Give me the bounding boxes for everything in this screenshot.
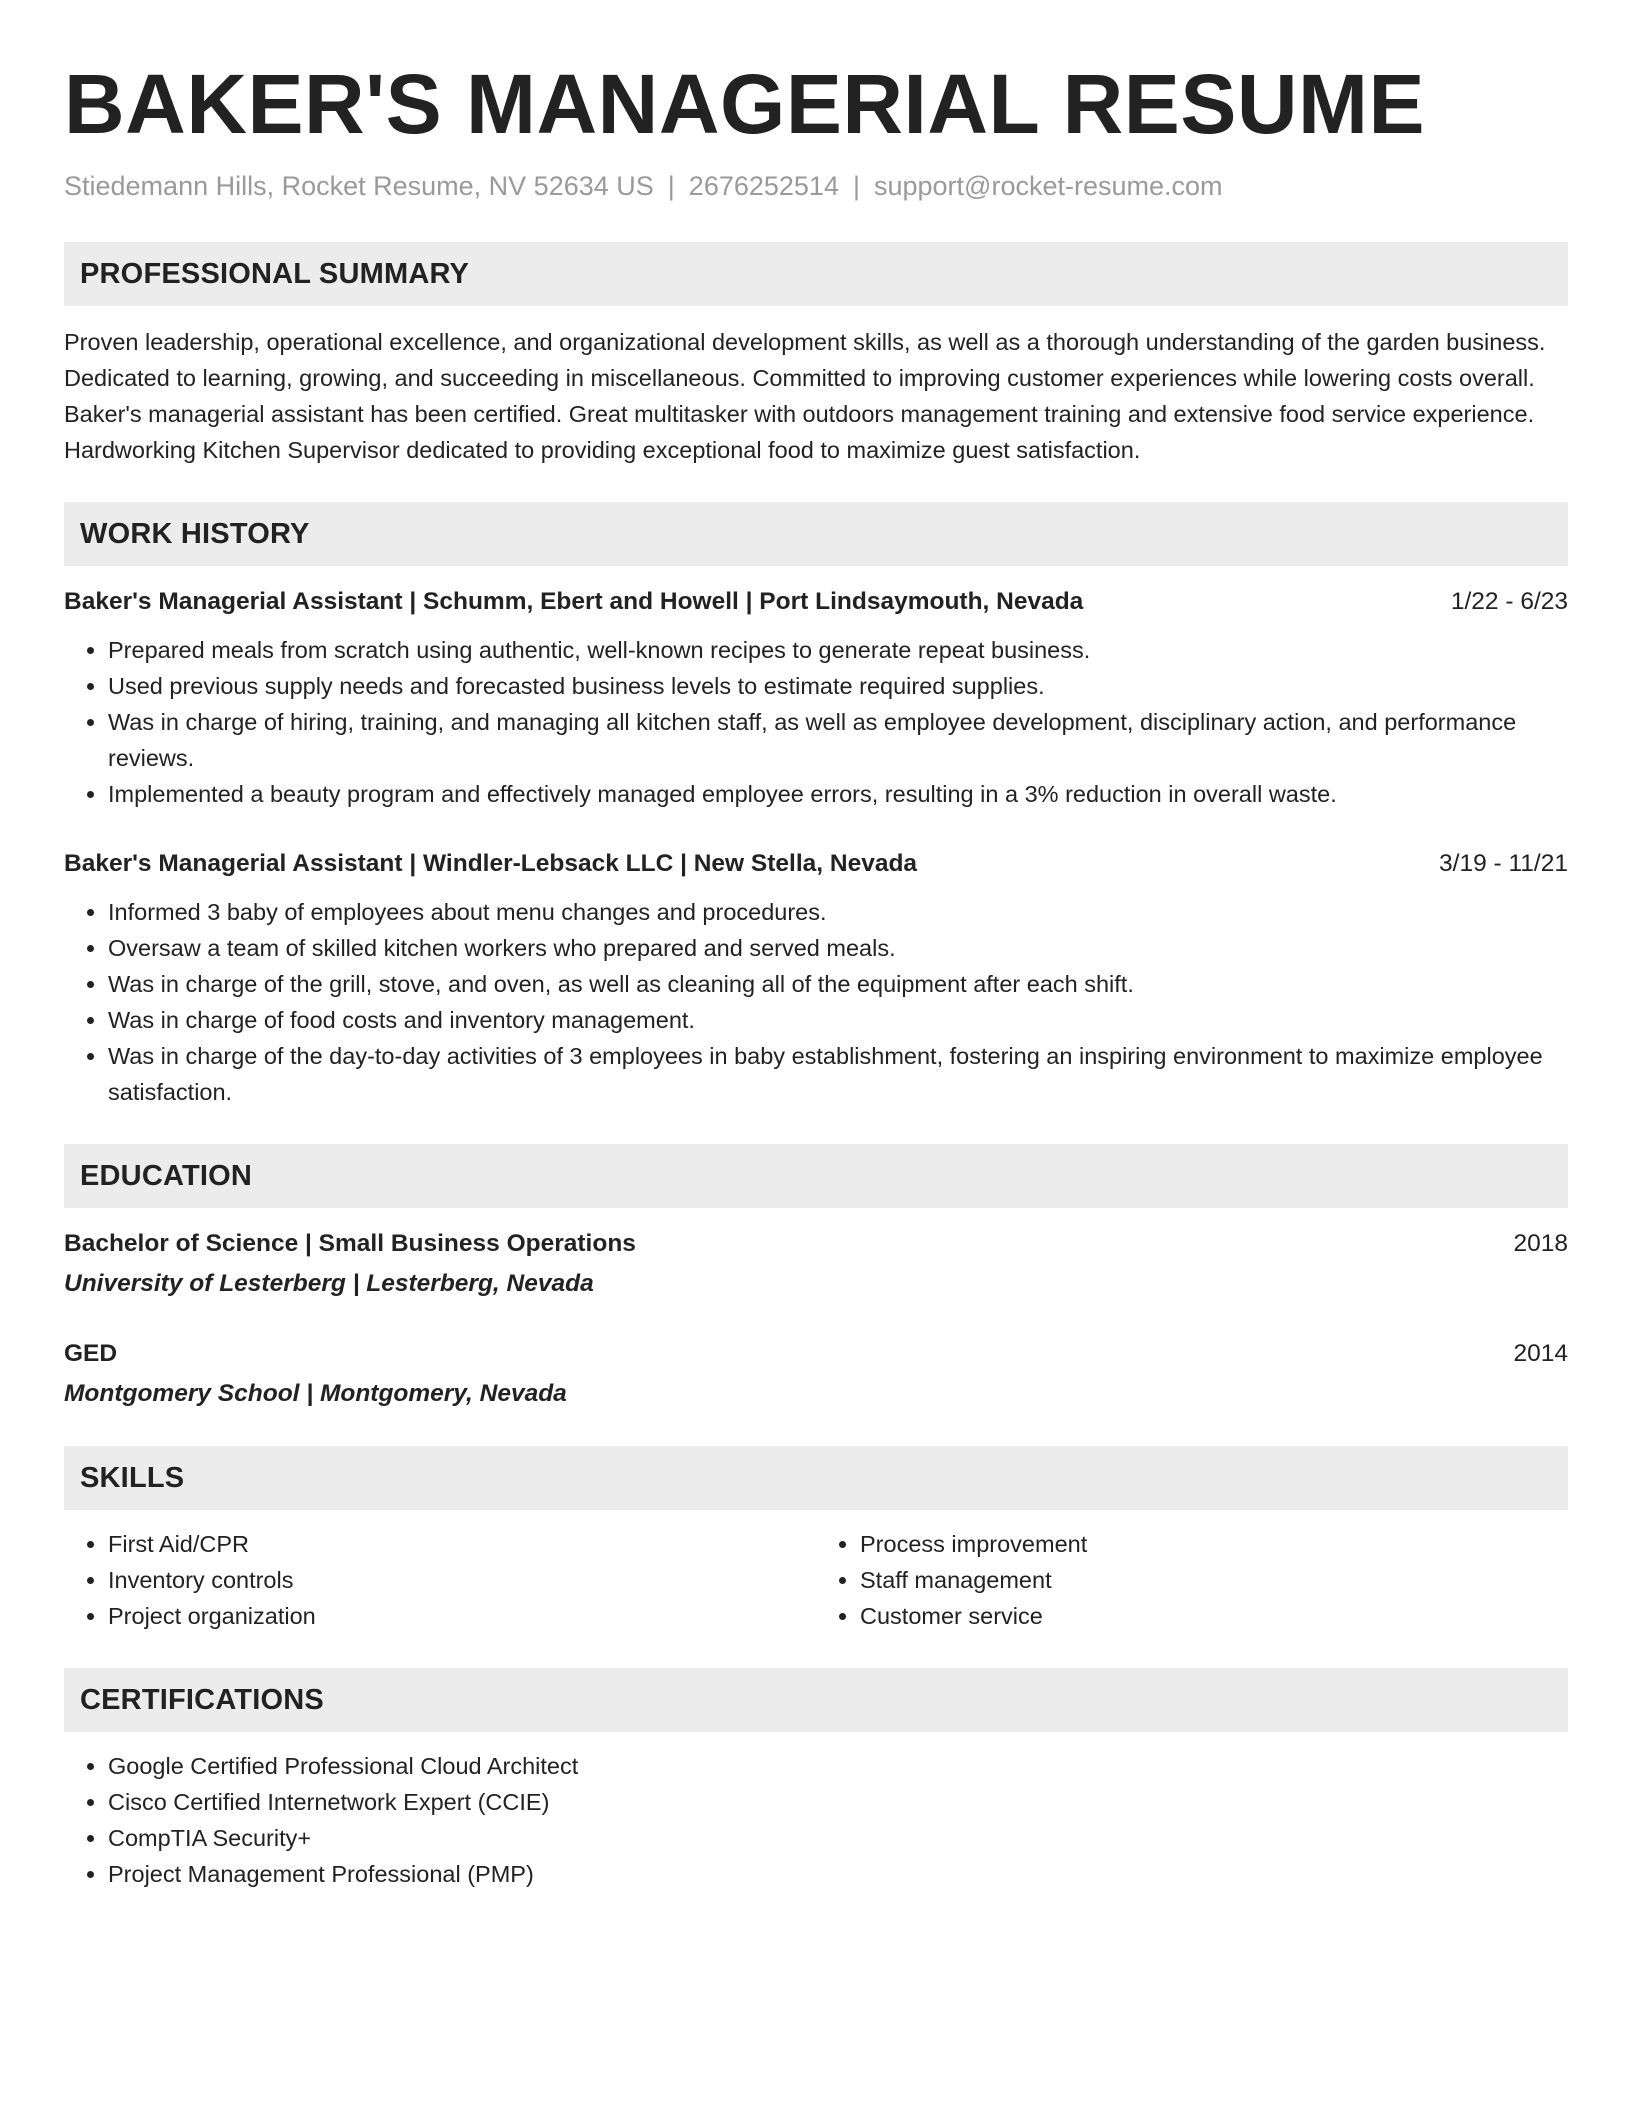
certifications-list (64, 1748, 1568, 1892)
list-item: • Was in charge of food costs and inventory management. (108, 1002, 1568, 1038)
resume-title: BAKER'S MANAGERIAL RESUME (64, 57, 1426, 151)
list-item: • Staff management (860, 1562, 1568, 1598)
skills-list-right (816, 1526, 1568, 1634)
list-item: • Was in charge of hiring, training, and managing all kitchen staff, as well as employee development, disciplinary action, and performance reviews. (108, 704, 1568, 776)
contact-separator: | (667, 171, 675, 201)
skills-section (64, 1446, 1568, 1634)
contact-email: support@rocket-resume.com (873, 171, 1223, 201)
list-item: • Used previous supply needs and forecasted business levels to estimate required supplies. (108, 668, 1568, 704)
list-item: • Google Certified Professional Cloud Architect (108, 1748, 1568, 1784)
list-item: • Was in charge of the day-to-day activities of 3 employees in baby establishment, fostering an inspiring environment to maximize employee satisfaction. (108, 1038, 1568, 1110)
job-dates: 1/22 - 6/23 (1450, 588, 1568, 615)
contact-line (64, 168, 1568, 204)
list-item: • Informed 3 baby of employees about menu changes and procedures. (108, 894, 1568, 930)
list-item: • Customer service (860, 1598, 1568, 1634)
certifications-section (64, 1668, 1568, 1892)
skills-list-left (64, 1526, 816, 1634)
skills-columns (64, 1526, 1568, 1634)
education-degree: GED (64, 1340, 118, 1367)
list-item: • Was in charge of the grill, stove, and oven, as well as cleaning all of the equipment after each shift. (108, 966, 1568, 1002)
summary-heading: PROFESSIONAL SUMMARY (64, 242, 1568, 306)
list-item: • Project Management Professional (PMP) (108, 1856, 1568, 1892)
education-section (64, 1144, 1568, 1412)
job-header (64, 584, 1568, 620)
education-heading: EDUCATION (64, 1144, 1568, 1208)
contact-phone: 2676252514 (688, 171, 839, 201)
job-dates: 3/19 - 11/21 (1439, 850, 1568, 877)
list-item: • Project organization (108, 1598, 816, 1634)
education-entry (64, 1336, 1568, 1412)
education-entry (64, 1226, 1568, 1302)
education-school: University of Lesterberg | Lesterberg, Nevada (64, 1270, 594, 1297)
list-item: • CompTIA Security+ (108, 1820, 1568, 1856)
work-history-section (64, 502, 1568, 1110)
contact-separator: | (852, 171, 860, 201)
education-header (64, 1336, 1568, 1372)
list-item: • Cisco Certified Internetwork Expert (CCIE) (108, 1784, 1568, 1820)
job-entry (64, 584, 1568, 812)
education-year: 2018 (1513, 1230, 1568, 1257)
certifications-heading: CERTIFICATIONS (64, 1668, 1568, 1732)
summary-section (64, 242, 1568, 468)
job-title: Baker's Managerial Assistant | Schumm, Ebert and Howell | Port Lindsaymouth, Nevada (64, 588, 1084, 615)
list-item: • Inventory controls (108, 1562, 816, 1598)
list-item: • Process improvement (860, 1526, 1568, 1562)
list-item: • Implemented a beauty program and effectively managed employee errors, resulting in a 3% reduction in overall waste. (108, 776, 1568, 812)
skills-heading: SKILLS (64, 1446, 1568, 1510)
job-header (64, 846, 1568, 882)
education-school: Montgomery School | Montgomery, Nevada (64, 1380, 567, 1407)
list-item: • Prepared meals from scratch using authentic, well-known recipes to generate repeat business. (108, 632, 1568, 668)
job-title: Baker's Managerial Assistant | Windler-Lebsack LLC | New Stella, Nevada (64, 850, 918, 877)
job-bullets (64, 632, 1568, 812)
work-history-heading: WORK HISTORY (64, 502, 1568, 566)
education-year: 2014 (1513, 1340, 1568, 1367)
contact-address: Stiedemann Hills, Rocket Resume, NV 52634 US (64, 171, 654, 201)
job-bullets (64, 894, 1568, 1110)
summary-text: Proven leadership, operational excellence, and organizational development skills, as well as a thorough understanding of the garden business. Dedicated to learning, growing, and succeeding in miscellaneous. Committed to improving customer experiences while lowering costs overall. Baker's managerial assistant has been certified. Great multitasker with outdoors management training and extensive food service experience. Hardworking Kitchen Supervisor dedicated to providing exceptional food to maximize guest satisfaction. (64, 329, 1546, 463)
education-degree: Bachelor of Science | Small Business Operations (64, 1230, 636, 1257)
education-header (64, 1226, 1568, 1262)
list-item: • Oversaw a team of skilled kitchen workers who prepared and served meals. (108, 930, 1568, 966)
job-entry (64, 846, 1568, 1110)
list-item: • First Aid/CPR (108, 1526, 816, 1562)
